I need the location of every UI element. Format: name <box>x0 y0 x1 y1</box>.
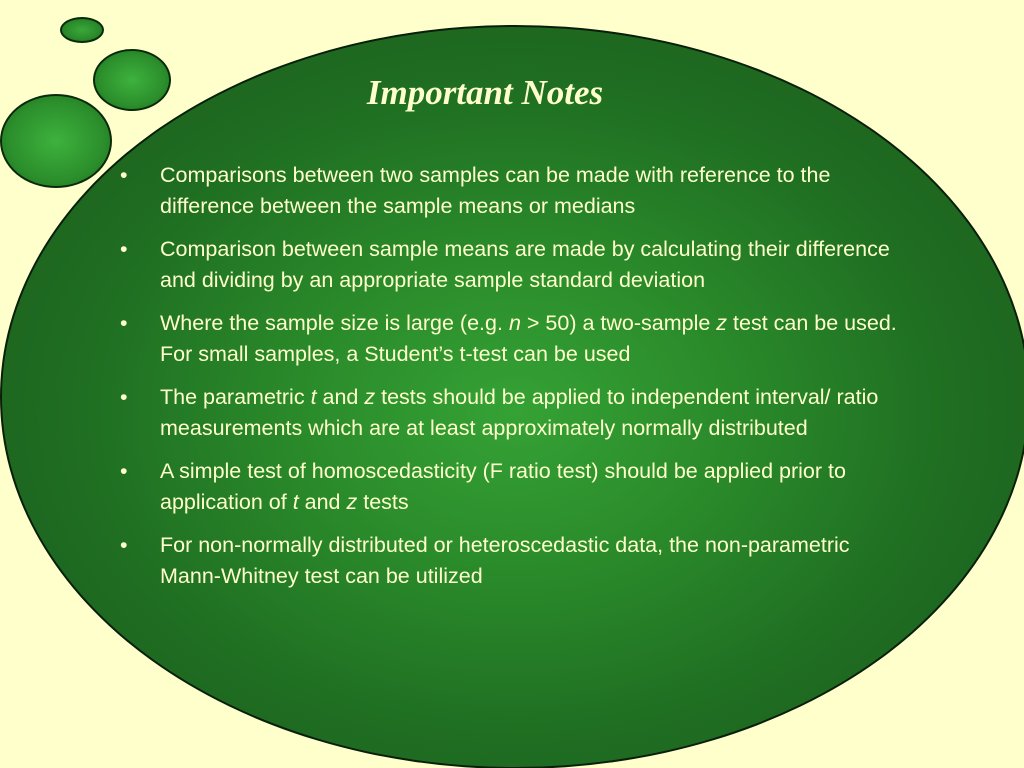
bullet-text-italic: z <box>364 385 376 409</box>
bullet-dot-icon: • <box>120 163 128 187</box>
bullet-text: The parametric <box>160 385 311 409</box>
bullet-text: For non-normally distributed or heteroscedastic data, the non-parametric Mann-Whitney test can be utilized <box>160 533 850 588</box>
bullet-dot-icon: • <box>120 533 128 557</box>
decorative-bubble-small <box>60 17 104 43</box>
bullet-text: > 50) a two-sample <box>520 311 717 335</box>
bullet-item <box>120 234 900 296</box>
bullet-text: and <box>298 490 347 514</box>
slide-title: Important Notes <box>366 73 604 112</box>
bullet-list <box>120 160 900 604</box>
bullet-item <box>120 456 900 518</box>
bullet-text: A simple test of homoscedasticity (F ratio test) should be applied prior to application of <box>160 459 846 514</box>
bullet-text: tests should be applied to independent interval/ ratio measurements which are at least approximately normally distributed <box>160 385 879 440</box>
bullet-text-italic: z <box>346 490 358 514</box>
bullet-text: Comparison between sample means are made by calculating their difference and dividing by an appropriate sample standard deviation <box>160 237 890 292</box>
bullet-item <box>120 308 900 370</box>
bullet-dot-icon: • <box>120 385 128 409</box>
bullet-text-italic: t <box>292 490 299 514</box>
bullet-text: tests <box>357 490 409 514</box>
bullet-text-italic: z <box>716 311 728 335</box>
bullet-text-italic: t <box>310 385 317 409</box>
bullet-dot-icon: • <box>120 311 128 335</box>
bullet-item <box>120 382 900 444</box>
bullet-item <box>120 530 900 592</box>
bullet-text-italic: n <box>508 311 521 335</box>
bullet-text: Comparisons between two samples can be made with reference to the difference between the sample means or medians <box>160 163 831 218</box>
bullet-text: Where the sample size is large (e.g. <box>160 311 509 335</box>
bullet-item <box>120 160 900 222</box>
bullet-dot-icon: • <box>120 237 128 261</box>
bullet-text: test can be used. For small samples, a Student’s t-test can be used <box>160 311 897 366</box>
bullet-dot-icon: • <box>120 459 128 483</box>
bullet-text: and <box>316 385 365 409</box>
